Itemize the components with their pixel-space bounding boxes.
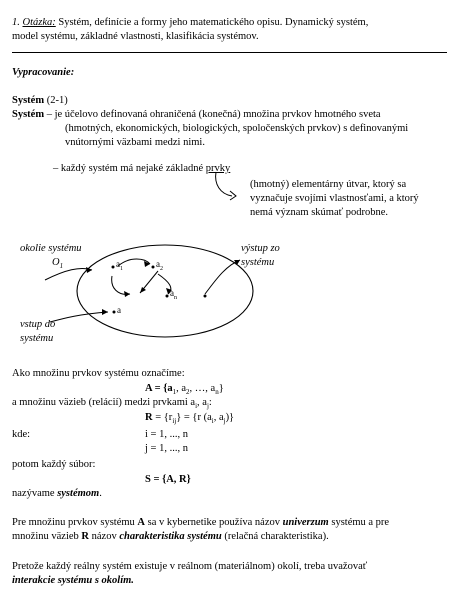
definition-line-3: vnútornými väzbami medzi nimi. xyxy=(65,137,205,148)
elaboration-title: Vypracovanie: xyxy=(12,67,75,78)
callout-arrow-icon xyxy=(212,170,242,204)
a1-loop-arrow xyxy=(112,276,130,294)
definition-line-2: (hmotných, ekonomických, biologických, spoločenských prvkov) s definovanými xyxy=(65,123,409,134)
i-range: i = 1, ..., n xyxy=(145,429,188,440)
relations-intro: a množinu väzieb (relácií) medzi prvkami $a_i$, $a_j$: xyxy=(12,397,212,411)
element-a1: $a_1$ xyxy=(116,259,123,272)
set-R-formula: $R = \{r_{ij}\} = \{r$ ($a_i$, $a_j$)} xyxy=(145,412,235,426)
set-A-formula: $A = \{a_1$, $a_2$, …, $a_n$} xyxy=(145,383,224,397)
header-divider xyxy=(12,52,447,53)
output-label-2: systému xyxy=(241,257,275,268)
interaction-term: interakcie systému s okolím. xyxy=(12,575,134,586)
question-label: Otázka: xyxy=(22,17,56,28)
element-an: $a_n$ xyxy=(170,288,177,301)
element-note-underlined: prvky xyxy=(205,163,231,174)
universe-line-1: Pre množinu prvkov systému A sa v kybernetike používa názov univerzum systému a pre xyxy=(12,517,390,528)
environment-symbol: O xyxy=(52,257,60,268)
definition-term: Systém xyxy=(12,109,45,120)
callout-line-3: nemá význam skúmať podrobne. xyxy=(250,207,389,218)
j-range: j = 1, ..., n xyxy=(145,443,188,454)
set-S-formula: S = {A, R} xyxy=(145,474,191,485)
input-arrow xyxy=(50,312,108,322)
callout-line-1: (hmotný) elementárny útvar, ktorý sa xyxy=(250,179,407,190)
system-heading-word: Systém xyxy=(12,95,45,106)
interaction-line-1: Pretože každý reálny systém existuje v reálnom (materiálnom) okolí, treba uvažovať xyxy=(12,561,368,572)
environment-label-1: okolie systému xyxy=(20,243,82,254)
element-a2: $a_2$ xyxy=(156,259,163,272)
question-line-2: model systému, základné vlastnosti, klasifikácia systémov. xyxy=(12,31,259,42)
question-text-1: Systém, definície a formy jeho matematického opisu. Dynamický systém, xyxy=(55,17,369,28)
definition-line-1 xyxy=(12,108,381,121)
system-boundary xyxy=(77,245,253,337)
question-line-1 xyxy=(12,16,368,29)
element-note-prefix: – každý systém má nejaké základné xyxy=(53,163,206,174)
element-a: a xyxy=(117,305,121,315)
sets-intro: Ako množinu prvkov systému označíme: xyxy=(12,368,185,379)
element-note xyxy=(53,162,230,175)
environment-subscript: 1 xyxy=(59,262,64,271)
input-label-2: systému xyxy=(20,333,54,344)
system-heading xyxy=(12,94,68,107)
definition-text-1: – je účelovo definovaná ohraničená (konečná) množina prvkov hmotného sveta xyxy=(44,109,381,120)
input-label-1: vstup do xyxy=(20,319,56,330)
then-label: potom každý súbor: xyxy=(12,459,96,470)
environment-label-2 xyxy=(52,256,63,271)
called-system: nazývame systémom. xyxy=(12,488,102,499)
where-label: kde: xyxy=(12,429,31,440)
output-arrow xyxy=(205,260,240,294)
callout-line-2: vyznačuje svojími vlastnosťami, a ktorý xyxy=(250,193,419,204)
question-number: 1. xyxy=(12,17,20,28)
universe-line-2: množinu väzieb R názov charakteristika systému (relačná charakteristika). xyxy=(12,531,329,542)
output-label-1: výstup zo xyxy=(241,243,280,254)
system-heading-num: (2-1) xyxy=(44,95,68,106)
